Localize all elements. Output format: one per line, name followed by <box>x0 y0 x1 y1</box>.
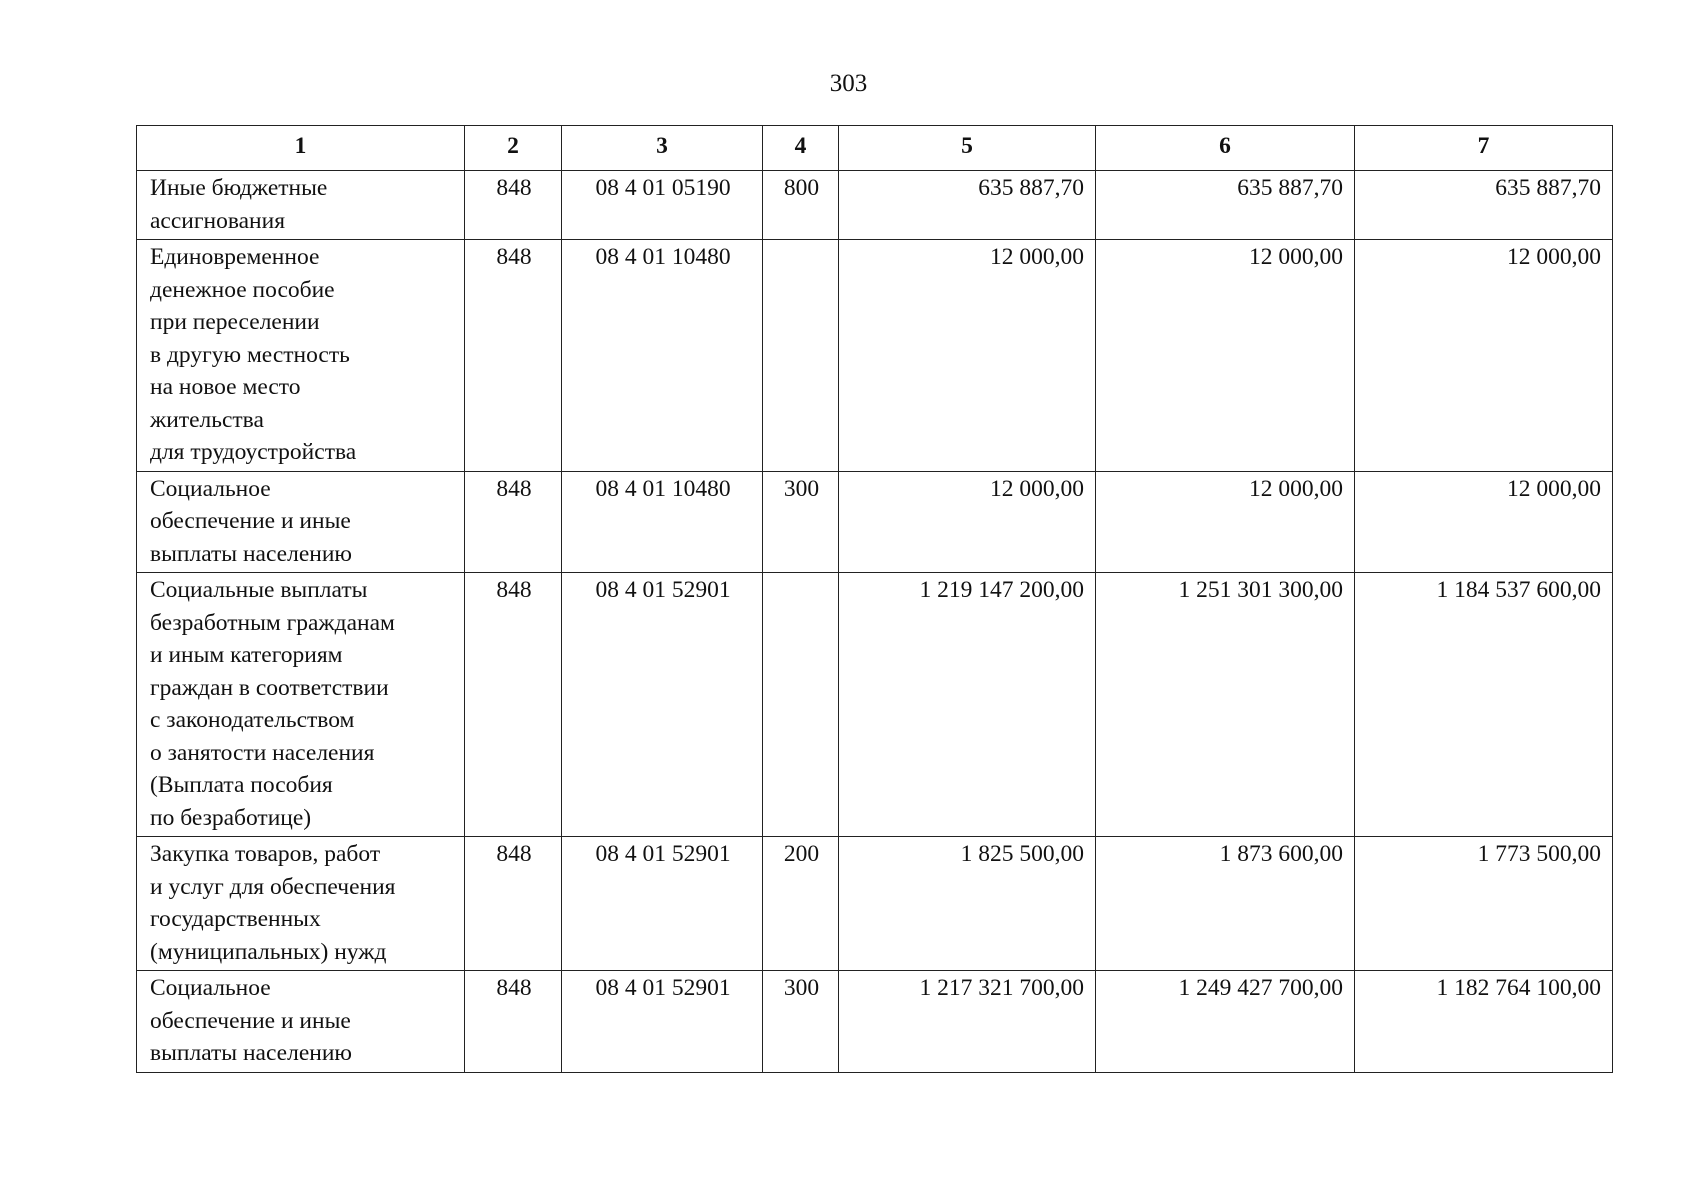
item-name-cell <box>137 837 465 971</box>
target-article-cell: 08 4 01 52901 <box>562 573 763 837</box>
expense-type-cell <box>763 573 839 837</box>
ministry-code-cell: 848 <box>465 971 562 1073</box>
item-name-line: Иные бюджетные <box>150 175 328 201</box>
table-row <box>137 573 1613 837</box>
target-article-cell: 08 4 01 10480 <box>562 240 763 472</box>
column-header: 3 <box>562 126 763 171</box>
target-article-cell: 08 4 01 10480 <box>562 471 763 573</box>
item-name-line: выплаты населению <box>150 540 352 567</box>
column-header: 2 <box>465 126 562 171</box>
expense-type-cell: 200 <box>763 837 839 971</box>
amount-year1-cell: 12 000,00 <box>839 471 1096 573</box>
amount-year1-cell: 1 219 147 200,00 <box>839 573 1096 837</box>
item-name-cell <box>137 240 465 472</box>
amount-year3-cell: 635 887,70 <box>1355 171 1613 240</box>
amount-year2-cell: 1 873 600,00 <box>1096 837 1355 971</box>
item-name-line: Единовременное <box>150 244 320 270</box>
item-name-line: Закупка товаров, работ <box>150 841 381 867</box>
ministry-code-cell: 848 <box>465 171 562 240</box>
item-name-cell <box>137 171 465 240</box>
item-name-line: по безработице) <box>150 804 312 831</box>
budget-table <box>136 125 1613 1073</box>
item-name-line: для трудоустройства <box>150 439 357 465</box>
item-name-cell <box>137 471 465 573</box>
ministry-code-cell: 848 <box>465 240 562 472</box>
item-name-line: на новое место <box>150 374 301 400</box>
item-name-line: при переселении <box>150 309 320 335</box>
table-row <box>137 471 1613 573</box>
amount-year3-cell: 1 773 500,00 <box>1355 837 1613 971</box>
item-name-line: (муниципальных) нужд <box>150 938 387 965</box>
column-header: 7 <box>1355 126 1613 171</box>
page-number: 303 <box>829 70 868 97</box>
amount-year1-cell: 12 000,00 <box>839 240 1096 472</box>
item-name-line: (Выплата пособия <box>150 772 333 798</box>
amount-year1-cell: 635 887,70 <box>839 171 1096 240</box>
amount-year1-cell: 1 217 321 700,00 <box>839 971 1096 1073</box>
item-name-line: безработным гражданам <box>150 609 395 636</box>
table-row <box>137 171 1613 240</box>
amount-year3-cell: 12 000,00 <box>1355 471 1613 573</box>
item-name-line: выплаты населению <box>150 1040 352 1066</box>
amount-year1-cell: 1 825 500,00 <box>839 837 1096 971</box>
item-name-line: Социальные выплаты <box>150 577 368 603</box>
table-row <box>137 837 1613 971</box>
item-name-line: в другую местность <box>150 341 350 368</box>
item-name-line: и услуг для обеспечения <box>150 873 396 900</box>
ministry-code-cell: 848 <box>465 573 562 837</box>
column-header: 1 <box>137 126 465 171</box>
item-name-line: жительства <box>150 406 264 433</box>
expense-type-cell: 800 <box>763 171 839 240</box>
header-row <box>137 126 1613 171</box>
item-name-cell <box>137 971 465 1073</box>
table-row <box>137 971 1613 1073</box>
ministry-code-cell: 848 <box>465 837 562 971</box>
amount-year2-cell: 1 249 427 700,00 <box>1096 971 1355 1073</box>
item-name-line: Социальное <box>150 975 271 1001</box>
expense-type-cell: 300 <box>763 471 839 573</box>
amount-year2-cell: 1 251 301 300,00 <box>1096 573 1355 837</box>
expense-type-cell <box>763 240 839 472</box>
ministry-code-cell: 848 <box>465 471 562 573</box>
target-article-cell: 08 4 01 52901 <box>562 837 763 971</box>
expense-type-cell: 300 <box>763 971 839 1073</box>
column-header: 5 <box>839 126 1096 171</box>
item-name-cell <box>137 573 465 837</box>
amount-year2-cell: 12 000,00 <box>1096 240 1355 472</box>
item-name-line: обеспечение и иные <box>150 508 351 534</box>
amount-year3-cell: 12 000,00 <box>1355 240 1613 472</box>
item-name-line: о занятости населения <box>150 739 375 766</box>
item-name-line: Социальное <box>150 475 271 502</box>
target-article-cell: 08 4 01 05190 <box>562 171 763 240</box>
amount-year2-cell: 12 000,00 <box>1096 471 1355 573</box>
item-name-line: граждан в соответствии <box>150 674 389 701</box>
amount-year2-cell: 635 887,70 <box>1096 171 1355 240</box>
column-header: 6 <box>1096 126 1355 171</box>
item-name-line: обеспечение и иные <box>150 1007 351 1034</box>
item-name-line: ассигнования <box>150 207 286 234</box>
item-name-line: с законодательством <box>150 707 355 733</box>
amount-year3-cell: 1 182 764 100,00 <box>1355 971 1613 1073</box>
item-name-line: денежное пособие <box>150 276 335 303</box>
amount-year3-cell: 1 184 537 600,00 <box>1355 573 1613 837</box>
column-header: 4 <box>763 126 839 171</box>
target-article-cell: 08 4 01 52901 <box>562 971 763 1073</box>
item-name-line: государственных <box>150 906 321 932</box>
item-name-line: и иным категориям <box>150 642 343 668</box>
table-row <box>137 240 1613 472</box>
